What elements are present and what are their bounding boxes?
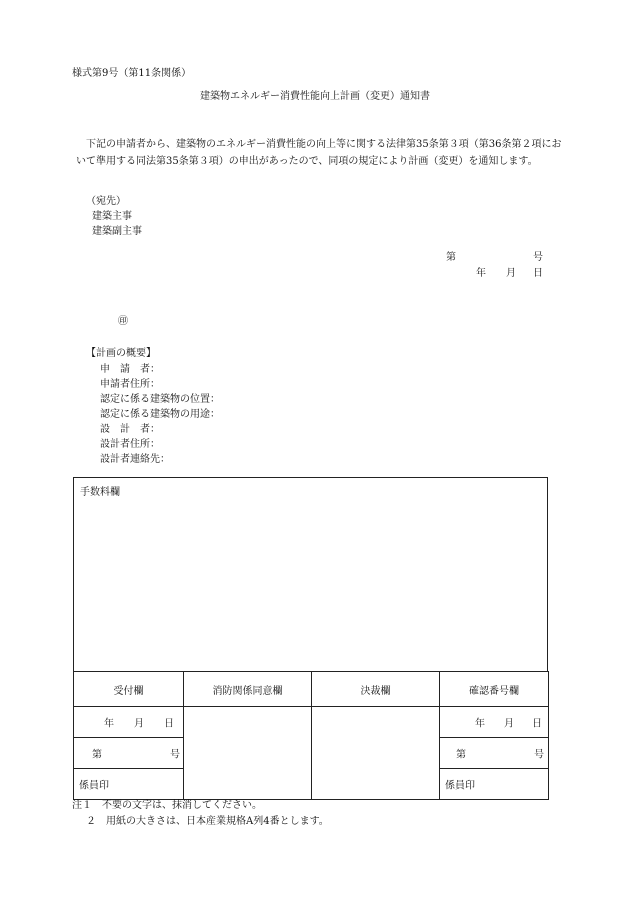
confirmation-number-prefix: 第	[456, 749, 466, 761]
summary-designer-contact: 設計者連絡先：	[100, 454, 170, 465]
summary-building-use: 認定に係る建築物の用途：	[100, 409, 220, 420]
date-year: 年	[476, 268, 486, 279]
confirmation-staff-seal: 係員印	[445, 780, 475, 792]
body-text: 下記の申請者から、建築物のエネルギー消費性能の向上等に関する法律第35条第３項（第36条第２項において準用する同法第35条第３項）の申出があったので、同項の規定により計画（変更）を通知します。	[76, 139, 562, 167]
summary-applicant: 申 請 者：	[100, 364, 160, 375]
document-title: 建築物エネルギー消費性能向上計画（変更）通知書	[200, 91, 430, 102]
date-month: 月	[506, 268, 516, 279]
confirmation-date-month: 月	[504, 718, 514, 730]
date-day: 日	[533, 268, 543, 279]
header-reception: 受付欄	[74, 672, 184, 707]
notes	[72, 798, 329, 830]
confirmation-number-suffix: 号	[534, 749, 544, 761]
reception-date-month: 月	[134, 718, 144, 730]
addressee-deputy-building-official: 建築副主事	[92, 226, 142, 237]
addressee-label: （宛先）	[86, 196, 126, 207]
confirmation-date-day: 日	[532, 718, 542, 730]
summary-heading: 【計画の概要】	[86, 348, 156, 359]
confirmation-staff-seal-cell	[440, 769, 549, 800]
fire-consent-cell	[184, 707, 312, 800]
header-confirmation-number: 確認番号欄	[440, 672, 549, 707]
confirmation-date-year: 年	[475, 718, 485, 730]
reception-staff-seal-cell	[74, 769, 184, 800]
form-number: 様式第9号（第11条関係）	[72, 68, 192, 79]
summary-list	[100, 362, 220, 467]
fee-box	[73, 477, 548, 672]
confirmation-number-cell	[440, 738, 549, 769]
reception-number-cell	[74, 738, 184, 769]
header-fire-consent: 消防関係同意欄	[184, 672, 312, 707]
reception-number-suffix: 号	[170, 749, 180, 761]
addressee-building-official: 建築主事	[92, 211, 132, 222]
summary-designer-address: 設計者住所：	[100, 439, 160, 450]
note-1: 注１ 不要の文字は、抹消してください。	[72, 800, 262, 811]
reception-date-cell	[74, 707, 184, 738]
stamp-table	[73, 671, 549, 800]
header-approval: 決裁欄	[312, 672, 440, 707]
reception-date-day: 日	[164, 718, 174, 730]
summary-applicant-address: 申請者住所：	[100, 379, 160, 390]
seal-mark: ㊞	[118, 316, 128, 327]
reception-date-year: 年	[104, 718, 114, 730]
confirmation-date-cell	[440, 707, 549, 738]
summary-building-location: 認定に係る建築物の位置：	[100, 394, 220, 405]
document-number-prefix: 第	[446, 252, 456, 263]
fee-box-label: 手数料欄	[80, 487, 120, 498]
reception-number-prefix: 第	[92, 749, 102, 761]
note-2: ２ 用紙の大きさは、日本産業規格A列4番とします。	[86, 816, 329, 827]
reception-staff-seal: 係員印	[79, 780, 109, 792]
approval-cell	[312, 707, 440, 800]
document-number-suffix: 号	[533, 252, 543, 263]
summary-designer: 設 計 者：	[100, 424, 160, 435]
